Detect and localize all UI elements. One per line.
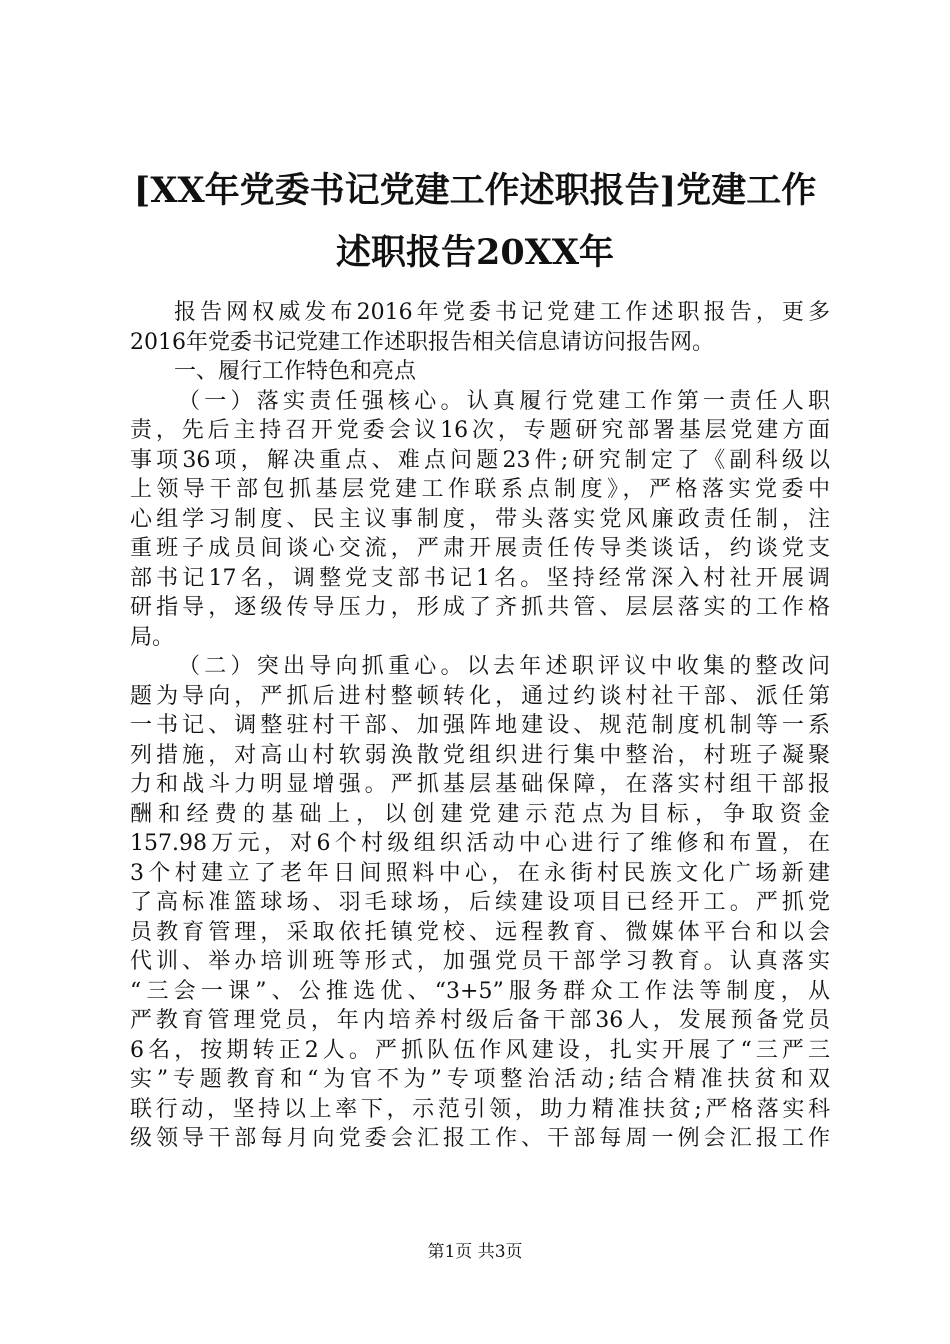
text-line: 力和战斗力明显增强。严抓基层基础保障，在落实村组干部报 xyxy=(130,772,830,797)
text-line: 157.98万元，对6个村级组织活动中心进行了维修和布置，在 xyxy=(130,831,830,856)
text-line: （一）落实责任强核心。认真履行党建工作第一责任人职 xyxy=(178,388,830,414)
text-line: 严教育管理党员，年内培养村级后备干部36人，发展预备党员 xyxy=(130,1008,830,1033)
text-line: 事项36项，解决重点、难点问题23件;研究制定了《副科级以 xyxy=(130,447,830,473)
text-line: 员教育管理，采取依托镇党校、远程教育、微媒体平台和以会 xyxy=(130,919,830,945)
text-line: 2016年党委书记党建工作述职报告相关信息请访问报告网。 xyxy=(130,329,714,355)
text-line: “三会一课”、公推选优、“3+5”服务群众工作法等制度，从 xyxy=(130,978,830,1004)
text-line: 酬和经费的基础上，以创建党建示范点为目标，争取资金 xyxy=(130,801,830,827)
document-title xyxy=(118,160,832,284)
title-line-2: 述职报告20XX年 xyxy=(335,232,615,273)
page-number-footer: 第1页 共3页 xyxy=(427,1242,523,1262)
text-line: 6名，按期转正2人。严抓队伍作风建设，扎实开展了“三严三 xyxy=(130,1037,830,1063)
text-line: 部书记17名，调整党支部书记1名。坚持经常深入村社开展调 xyxy=(130,565,830,591)
text-line: 级领导干部每月向党委会汇报工作、干部每周一例会汇报工作 xyxy=(130,1126,830,1151)
document-body xyxy=(130,298,830,1154)
text-line: 实”专题教育和“为官不为”专项整治活动;结合精准扶贫和双 xyxy=(130,1067,830,1092)
text-line: 上领导干部包抓基层党建工作联系点制度》，严格落实党委中 xyxy=(130,477,830,502)
text-line: 3个村建立了老年日间照料中心，在永街村民族文化广场新建 xyxy=(130,860,830,886)
title-line-1: [XX年党委书记党建工作述职报告]党建工作 xyxy=(133,170,817,211)
text-line: 报告网权威发布2016年党委书记党建工作述职报告，更多 xyxy=(174,300,830,325)
paragraph-intro xyxy=(130,298,830,357)
section-heading xyxy=(130,357,830,387)
paragraph-item-2 xyxy=(130,652,830,1154)
text-line: 局。 xyxy=(130,624,175,650)
text-line: 列措施，对高山村软弱涣散党组织进行集中整治，村班子凝聚 xyxy=(130,742,830,768)
text-line: 心组学习制度、民主议事制度，带头落实党风廉政责任制，注 xyxy=(130,506,830,532)
text-line: 题为导向，严抓后进村整顿转化，通过约谈村社干部、派任第 xyxy=(130,683,830,709)
text-line: 研指导，逐级传导压力，形成了齐抓共管、层层落实的工作格 xyxy=(130,595,830,620)
text-line: 责，先后主持召开党委会议16次，专题研究部署基层党建方面 xyxy=(130,418,830,443)
text-line: 了高标准篮球场、羽毛球场，后续建设项目已经开工。严抓党 xyxy=(130,890,830,915)
text-line: 重班子成员间谈心交流，严肃开展责任传导类谈话，约谈党支 xyxy=(130,536,830,561)
text-line: 联行动，坚持以上率下，示范引领，助力精准扶贫;严格落实科 xyxy=(130,1096,830,1122)
text-line: 一、履行工作特色和亮点 xyxy=(174,359,417,384)
text-line: 代训、举办培训班等形式，加强党员干部学习教育。认真落实 xyxy=(130,949,830,974)
text-line: （二）突出导向抓重心。以去年述职评议中收集的整改问 xyxy=(178,654,830,679)
paragraph-item-1 xyxy=(130,387,830,653)
text-line: 一书记、调整驻村干部、加强阵地建设、规范制度机制等一系 xyxy=(130,713,830,738)
